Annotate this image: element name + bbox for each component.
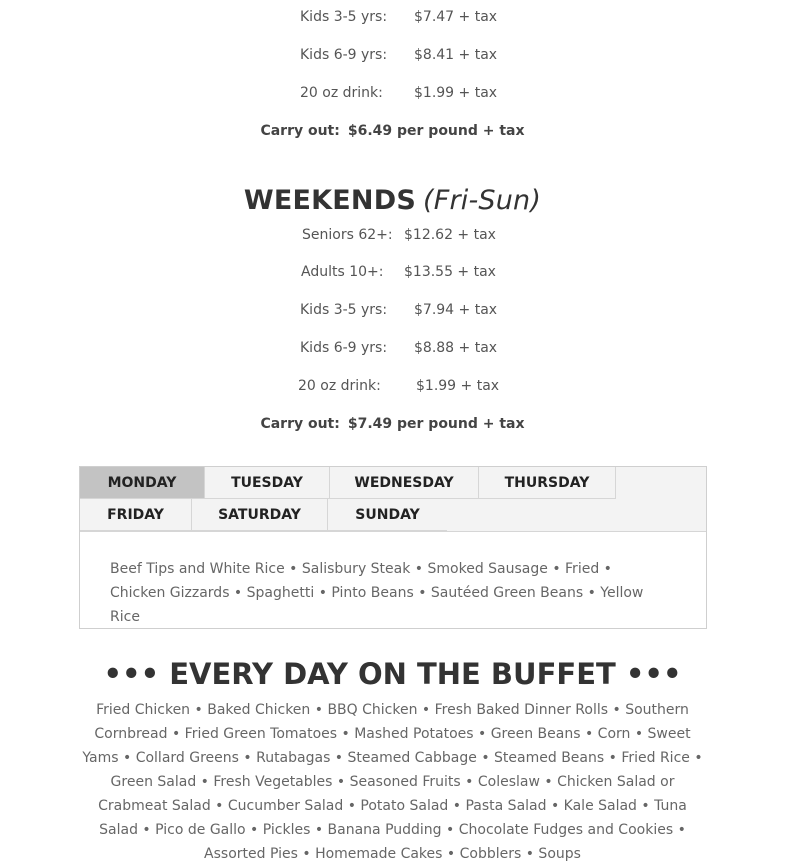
carry-out-price: $6.49 per pound + tax [347,123,525,139]
tab-wednesday[interactable]: WEDNESDAY [330,467,479,499]
price-label: Adults 10+: [301,264,384,280]
price-value: $12.62 + tax [404,227,496,243]
price-value: $8.88 + tax [414,340,498,356]
daily-menu-tabs [79,466,707,629]
price-value: $7.47 + tax [414,9,498,25]
carry-out-weekend [0,414,785,434]
price-label: 20 oz drink: [300,85,383,101]
every-day-items: Fried Chicken • Baked Chicken • BBQ Chicken • Fresh Baked Dinner Rolls • Southern Cornbread • Fried Green Tomatoes • Mashed Potatoes • Green Beans • Corn • Sweet Yams • Collard Greens • Rutabagas • Steamed Cabbage • Steamed Beans • Fried Rice • Green Salad • Fresh Vegetables • Seasoned Fruits • Coleslaw • Chicken Salad or Crabmeat Salad • Cucumber Salad • Potato Salad • Pasta Salad • Kale Salad • Tuna Salad • Pico de Gallo • Pickles • Banana Pudding • Chocolate Fudges and Cookies • Assorted Pies • Homemade Cakes • Cobblers • Soups [82,702,703,862]
tab-friday[interactable]: FRIDAY [80,499,192,531]
weekends-title: WEEKENDS [243,185,416,216]
tab-tuesday[interactable]: TUESDAY [205,467,330,499]
price-value: $7.94 + tax [414,302,498,318]
price-value: $1.99 + tax [416,378,500,394]
carry-out-price: $7.49 per pound + tax [347,416,525,432]
price-label: Kids 3-5 yrs: [300,9,388,25]
price-label: Seniors 62+: [302,227,393,243]
price-value: $13.55 + tax [404,264,496,280]
tab-thursday[interactable]: THURSDAY [479,467,616,499]
price-label: Kids 3-5 yrs: [300,302,388,318]
price-label: Kids 6-9 yrs: [300,340,388,356]
carry-out-label: Carry out: [260,123,340,139]
tab-sunday[interactable]: SUNDAY [328,499,447,531]
tab-bar [80,467,706,532]
price-value: $1.99 + tax [414,85,498,101]
price-label: 20 oz drink: [298,378,381,394]
tab-monday[interactable]: MONDAY [80,467,205,499]
carry-out-weekday [0,121,785,141]
weekends-subtitle: (Fri-Sun) [422,185,542,216]
tab-saturday[interactable]: SATURDAY [192,499,328,531]
every-day-heading: ••• EVERY DAY ON THE BUFFET ••• [103,657,682,691]
price-label: Kids 6-9 yrs: [300,47,388,63]
weekends-heading [0,183,785,219]
carry-out-label: Carry out: [260,416,340,432]
price-value: $8.41 + tax [414,47,498,63]
tab-panel-monday: Beef Tips and White Rice • Salisbury Steak • Smoked Sausage • Fried • Chicken Gizzards • Spaghetti • Pinto Beans • Sautéed Green Beans • Yellow Rice [110,561,644,625]
